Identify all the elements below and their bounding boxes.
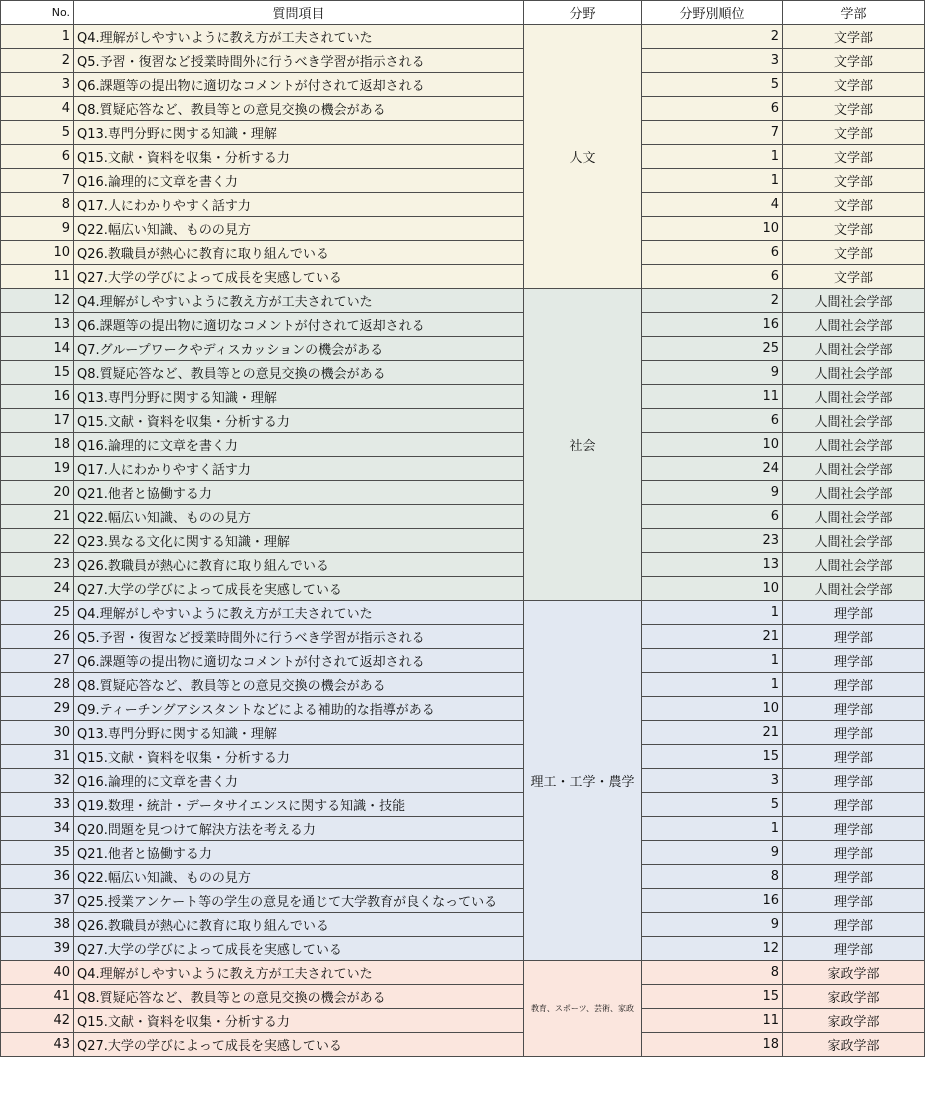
table-row bbox=[1, 889, 925, 913]
row-number: 32 bbox=[1, 769, 74, 793]
question-item: Q27.大学の学びによって成長を実感している bbox=[74, 1033, 524, 1057]
department: 人間社会学部 bbox=[783, 529, 925, 553]
question-item: Q25.授業アンケート等の学生の意見を通じて大学教育が良くなっている bbox=[74, 889, 524, 913]
question-item: Q6.課題等の提出物に適切なコメントが付されて返却される bbox=[74, 73, 524, 97]
table-row bbox=[1, 217, 925, 241]
department: 人間社会学部 bbox=[783, 289, 925, 313]
question-item: Q17.人にわかりやすく話す力 bbox=[74, 193, 524, 217]
field-rank: 3 bbox=[642, 49, 783, 73]
table-row bbox=[1, 337, 925, 361]
table-row bbox=[1, 433, 925, 457]
field-rank: 10 bbox=[642, 697, 783, 721]
department: 家政学部 bbox=[783, 1033, 925, 1057]
question-item: Q4.理解がしやすいように教え方が工夫されていた bbox=[74, 961, 524, 985]
department: 理学部 bbox=[783, 745, 925, 769]
field-rank: 23 bbox=[642, 529, 783, 553]
field-rank: 1 bbox=[642, 169, 783, 193]
question-item: Q27.大学の学びによって成長を実感している bbox=[74, 577, 524, 601]
field-rank: 6 bbox=[642, 265, 783, 289]
row-number: 36 bbox=[1, 865, 74, 889]
question-item: Q27.大学の学びによって成長を実感している bbox=[74, 265, 524, 289]
question-item: Q15.文献・資料を収集・分析する力 bbox=[74, 1009, 524, 1033]
field-rank: 10 bbox=[642, 433, 783, 457]
field-rank: 5 bbox=[642, 793, 783, 817]
department: 理学部 bbox=[783, 817, 925, 841]
department: 理学部 bbox=[783, 913, 925, 937]
field-rank: 25 bbox=[642, 337, 783, 361]
question-item: Q23.異なる文化に関する知識・理解 bbox=[74, 529, 524, 553]
field-rank: 24 bbox=[642, 457, 783, 481]
field-rank: 6 bbox=[642, 97, 783, 121]
department: 理学部 bbox=[783, 625, 925, 649]
row-number: 18 bbox=[1, 433, 74, 457]
row-number: 3 bbox=[1, 73, 74, 97]
field-rank: 2 bbox=[642, 25, 783, 49]
row-number: 8 bbox=[1, 193, 74, 217]
field-rank: 9 bbox=[642, 913, 783, 937]
department: 人間社会学部 bbox=[783, 481, 925, 505]
table-row bbox=[1, 769, 925, 793]
row-number: 6 bbox=[1, 145, 74, 169]
table-row bbox=[1, 841, 925, 865]
table-row bbox=[1, 481, 925, 505]
department: 家政学部 bbox=[783, 985, 925, 1009]
table-row bbox=[1, 817, 925, 841]
department: 理学部 bbox=[783, 721, 925, 745]
question-item: Q13.専門分野に関する知識・理解 bbox=[74, 385, 524, 409]
department: 文学部 bbox=[783, 193, 925, 217]
question-item: Q15.文献・資料を収集・分析する力 bbox=[74, 745, 524, 769]
row-number: 23 bbox=[1, 553, 74, 577]
field-rank: 15 bbox=[642, 745, 783, 769]
field-cell: 人文 bbox=[524, 25, 642, 289]
header-item: 質問項目 bbox=[74, 1, 524, 25]
row-number: 4 bbox=[1, 97, 74, 121]
department: 理学部 bbox=[783, 865, 925, 889]
department: 文学部 bbox=[783, 169, 925, 193]
question-item: Q5.予習・復習など授業時間外に行うべき学習が指示される bbox=[74, 49, 524, 73]
header-rank: 分野別順位 bbox=[642, 1, 783, 25]
header-row bbox=[1, 1, 925, 25]
department: 理学部 bbox=[783, 673, 925, 697]
field-rank: 5 bbox=[642, 73, 783, 97]
row-number: 31 bbox=[1, 745, 74, 769]
question-item: Q22.幅広い知識、ものの見方 bbox=[74, 865, 524, 889]
table-row bbox=[1, 553, 925, 577]
table-row bbox=[1, 361, 925, 385]
field-rank: 9 bbox=[642, 481, 783, 505]
field-rank: 18 bbox=[642, 1033, 783, 1057]
field-rank: 6 bbox=[642, 505, 783, 529]
row-number: 28 bbox=[1, 673, 74, 697]
table-row bbox=[1, 601, 925, 625]
question-item: Q7.グループワークやディスカッションの機会がある bbox=[74, 337, 524, 361]
question-item: Q13.専門分野に関する知識・理解 bbox=[74, 721, 524, 745]
question-item: Q21.他者と協働する力 bbox=[74, 481, 524, 505]
row-number: 11 bbox=[1, 265, 74, 289]
row-number: 37 bbox=[1, 889, 74, 913]
department: 理学部 bbox=[783, 841, 925, 865]
row-number: 5 bbox=[1, 121, 74, 145]
field-rank: 11 bbox=[642, 1009, 783, 1033]
table-row bbox=[1, 913, 925, 937]
field-rank: 21 bbox=[642, 625, 783, 649]
table-row bbox=[1, 625, 925, 649]
department: 理学部 bbox=[783, 769, 925, 793]
question-item: Q20.問題を見つけて解決方法を考える力 bbox=[74, 817, 524, 841]
question-item: Q17.人にわかりやすく話す力 bbox=[74, 457, 524, 481]
row-number: 29 bbox=[1, 697, 74, 721]
table-row bbox=[1, 697, 925, 721]
department: 理学部 bbox=[783, 697, 925, 721]
row-number: 20 bbox=[1, 481, 74, 505]
table-body bbox=[1, 25, 925, 1057]
row-number: 12 bbox=[1, 289, 74, 313]
row-number: 34 bbox=[1, 817, 74, 841]
field-rank: 13 bbox=[642, 553, 783, 577]
row-number: 2 bbox=[1, 49, 74, 73]
row-number: 17 bbox=[1, 409, 74, 433]
table-row bbox=[1, 961, 925, 985]
department: 文学部 bbox=[783, 265, 925, 289]
table-row bbox=[1, 985, 925, 1009]
field-rank: 7 bbox=[642, 121, 783, 145]
table-row bbox=[1, 193, 925, 217]
department: 文学部 bbox=[783, 25, 925, 49]
row-number: 38 bbox=[1, 913, 74, 937]
table-row bbox=[1, 145, 925, 169]
field-rank: 1 bbox=[642, 145, 783, 169]
question-item: Q16.論理的に文章を書く力 bbox=[74, 433, 524, 457]
table-row bbox=[1, 793, 925, 817]
question-item: Q26.教職員が熱心に教育に取り組んでいる bbox=[74, 241, 524, 265]
table-row bbox=[1, 121, 925, 145]
table-row bbox=[1, 721, 925, 745]
department: 家政学部 bbox=[783, 961, 925, 985]
field-rank: 2 bbox=[642, 289, 783, 313]
question-item: Q6.課題等の提出物に適切なコメントが付されて返却される bbox=[74, 313, 524, 337]
table-row bbox=[1, 409, 925, 433]
field-rank: 10 bbox=[642, 577, 783, 601]
header-no: No. bbox=[1, 1, 74, 25]
question-item: Q8.質疑応答など、教員等との意見交換の機会がある bbox=[74, 361, 524, 385]
row-number: 41 bbox=[1, 985, 74, 1009]
field-rank: 15 bbox=[642, 985, 783, 1009]
department: 文学部 bbox=[783, 217, 925, 241]
row-number: 33 bbox=[1, 793, 74, 817]
table-row bbox=[1, 1033, 925, 1057]
field-cell: 社会 bbox=[524, 289, 642, 601]
field-rank: 1 bbox=[642, 673, 783, 697]
table-row bbox=[1, 577, 925, 601]
table-row bbox=[1, 289, 925, 313]
field-cell: 教育、スポーツ、芸術、家政 bbox=[524, 961, 642, 1057]
table-row bbox=[1, 49, 925, 73]
question-item: Q4.理解がしやすいように教え方が工夫されていた bbox=[74, 289, 524, 313]
row-number: 26 bbox=[1, 625, 74, 649]
row-number: 24 bbox=[1, 577, 74, 601]
table-row bbox=[1, 529, 925, 553]
field-rank: 16 bbox=[642, 889, 783, 913]
question-item: Q26.教職員が熱心に教育に取り組んでいる bbox=[74, 553, 524, 577]
department: 家政学部 bbox=[783, 1009, 925, 1033]
field-rank: 8 bbox=[642, 961, 783, 985]
question-item: Q21.他者と協働する力 bbox=[74, 841, 524, 865]
header-field: 分野 bbox=[524, 1, 642, 25]
row-number: 27 bbox=[1, 649, 74, 673]
row-number: 19 bbox=[1, 457, 74, 481]
department: 理学部 bbox=[783, 937, 925, 961]
row-number: 42 bbox=[1, 1009, 74, 1033]
field-rank: 3 bbox=[642, 769, 783, 793]
row-number: 30 bbox=[1, 721, 74, 745]
row-number: 35 bbox=[1, 841, 74, 865]
field-rank: 16 bbox=[642, 313, 783, 337]
row-number: 14 bbox=[1, 337, 74, 361]
table-row bbox=[1, 649, 925, 673]
row-number: 7 bbox=[1, 169, 74, 193]
question-item: Q6.課題等の提出物に適切なコメントが付されて返却される bbox=[74, 649, 524, 673]
row-number: 39 bbox=[1, 937, 74, 961]
question-item: Q13.専門分野に関する知識・理解 bbox=[74, 121, 524, 145]
field-rank: 10 bbox=[642, 217, 783, 241]
field-rank: 21 bbox=[642, 721, 783, 745]
field-rank: 1 bbox=[642, 649, 783, 673]
question-item: Q9.ティーチングアシスタントなどによる補助的な指導がある bbox=[74, 697, 524, 721]
table-row bbox=[1, 385, 925, 409]
field-rank: 6 bbox=[642, 409, 783, 433]
table-row bbox=[1, 1009, 925, 1033]
header-dept: 学部 bbox=[783, 1, 925, 25]
field-rank: 4 bbox=[642, 193, 783, 217]
row-number: 1 bbox=[1, 25, 74, 49]
field-rank: 6 bbox=[642, 241, 783, 265]
question-item: Q16.論理的に文章を書く力 bbox=[74, 769, 524, 793]
department: 理学部 bbox=[783, 889, 925, 913]
department: 人間社会学部 bbox=[783, 385, 925, 409]
department: 人間社会学部 bbox=[783, 433, 925, 457]
department: 理学部 bbox=[783, 649, 925, 673]
department: 理学部 bbox=[783, 793, 925, 817]
table-row bbox=[1, 673, 925, 697]
row-number: 15 bbox=[1, 361, 74, 385]
question-item: Q8.質疑応答など、教員等との意見交換の機会がある bbox=[74, 97, 524, 121]
question-item: Q5.予習・復習など授業時間外に行うべき学習が指示される bbox=[74, 625, 524, 649]
field-rank: 9 bbox=[642, 361, 783, 385]
field-rank: 1 bbox=[642, 601, 783, 625]
table-row bbox=[1, 457, 925, 481]
table-row bbox=[1, 505, 925, 529]
department: 人間社会学部 bbox=[783, 361, 925, 385]
department: 文学部 bbox=[783, 121, 925, 145]
table-row bbox=[1, 313, 925, 337]
table-row bbox=[1, 937, 925, 961]
table-row bbox=[1, 25, 925, 49]
row-number: 13 bbox=[1, 313, 74, 337]
row-number: 40 bbox=[1, 961, 74, 985]
question-item: Q22.幅広い知識、ものの見方 bbox=[74, 505, 524, 529]
department: 人間社会学部 bbox=[783, 313, 925, 337]
table-row bbox=[1, 97, 925, 121]
field-cell: 理工・工学・農学 bbox=[524, 601, 642, 961]
question-item: Q27.大学の学びによって成長を実感している bbox=[74, 937, 524, 961]
row-number: 22 bbox=[1, 529, 74, 553]
table-row bbox=[1, 73, 925, 97]
department: 文学部 bbox=[783, 73, 925, 97]
row-number: 9 bbox=[1, 217, 74, 241]
department: 人間社会学部 bbox=[783, 577, 925, 601]
row-number: 10 bbox=[1, 241, 74, 265]
question-item: Q4.理解がしやすいように教え方が工夫されていた bbox=[74, 601, 524, 625]
row-number: 43 bbox=[1, 1033, 74, 1057]
question-item: Q19.数理・統計・データサイエンスに関する知識・技能 bbox=[74, 793, 524, 817]
field-rank: 11 bbox=[642, 385, 783, 409]
department: 文学部 bbox=[783, 97, 925, 121]
row-number: 21 bbox=[1, 505, 74, 529]
department: 人間社会学部 bbox=[783, 505, 925, 529]
department: 文学部 bbox=[783, 49, 925, 73]
table-row bbox=[1, 265, 925, 289]
department: 人間社会学部 bbox=[783, 553, 925, 577]
field-rank: 12 bbox=[642, 937, 783, 961]
department: 文学部 bbox=[783, 145, 925, 169]
question-item: Q22.幅広い知識、ものの見方 bbox=[74, 217, 524, 241]
question-item: Q4.理解がしやすいように教え方が工夫されていた bbox=[74, 25, 524, 49]
department: 人間社会学部 bbox=[783, 337, 925, 361]
table-row bbox=[1, 241, 925, 265]
field-rank: 8 bbox=[642, 865, 783, 889]
table-row bbox=[1, 169, 925, 193]
field-rank: 9 bbox=[642, 841, 783, 865]
question-item: Q26.教職員が熱心に教育に取り組んでいる bbox=[74, 913, 524, 937]
department: 理学部 bbox=[783, 601, 925, 625]
question-item: Q8.質疑応答など、教員等との意見交換の機会がある bbox=[74, 985, 524, 1009]
row-number: 16 bbox=[1, 385, 74, 409]
department: 人間社会学部 bbox=[783, 457, 925, 481]
question-item: Q15.文献・資料を収集・分析する力 bbox=[74, 145, 524, 169]
question-item: Q15.文献・資料を収集・分析する力 bbox=[74, 409, 524, 433]
field-rank: 1 bbox=[642, 817, 783, 841]
table-row bbox=[1, 745, 925, 769]
question-item: Q8.質疑応答など、教員等との意見交換の機会がある bbox=[74, 673, 524, 697]
department: 文学部 bbox=[783, 241, 925, 265]
department: 人間社会学部 bbox=[783, 409, 925, 433]
question-item: Q16.論理的に文章を書く力 bbox=[74, 169, 524, 193]
table-row bbox=[1, 865, 925, 889]
row-number: 25 bbox=[1, 601, 74, 625]
